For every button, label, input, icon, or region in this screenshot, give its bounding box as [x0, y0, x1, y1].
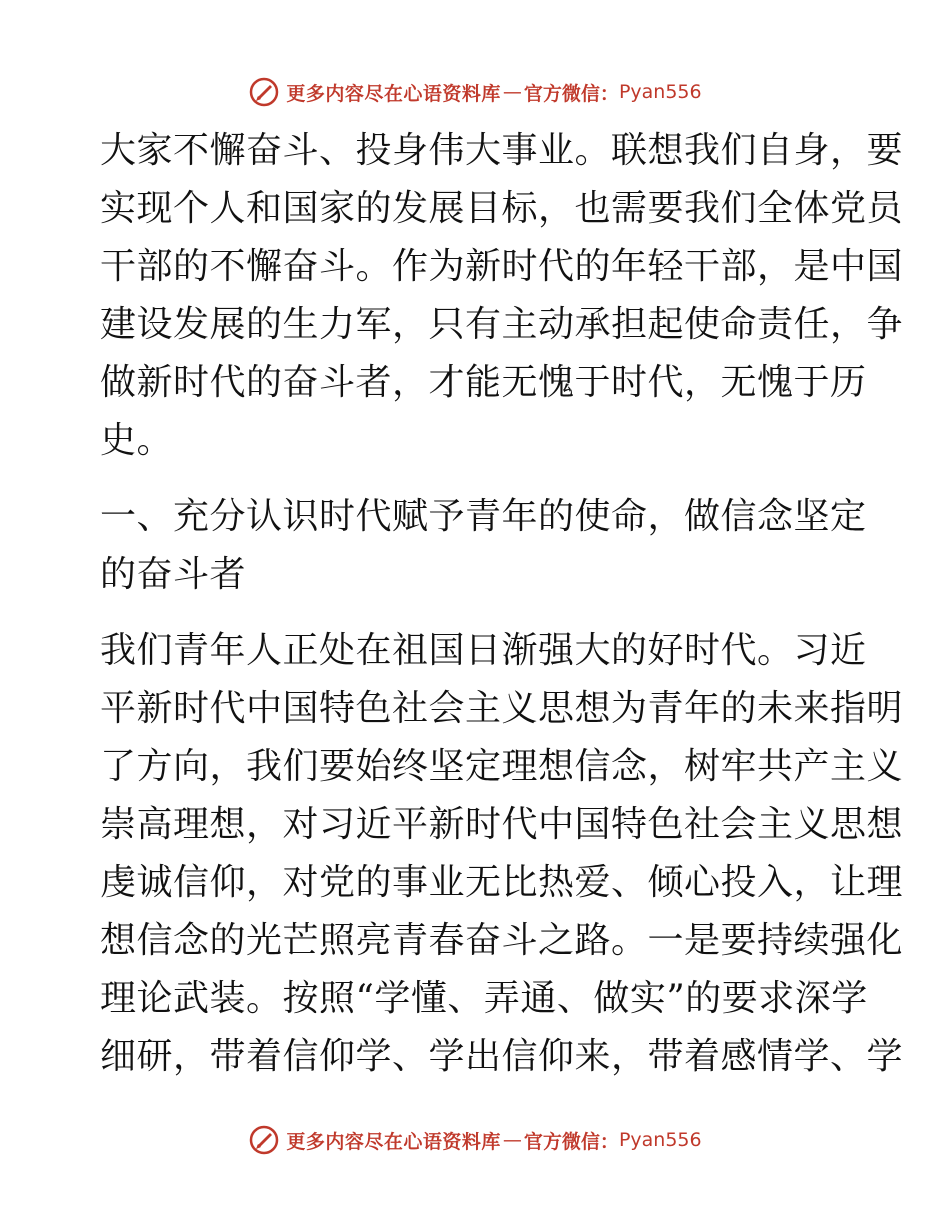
text-line: 实现个人和国家的发展目标，也需要我们全体党员 — [100, 188, 904, 229]
footer-watermark — [0, 1120, 950, 1160]
text-line: 想信念的光芒照亮青春奋斗之路。一是要持续强化 — [100, 920, 904, 961]
heading-line: 的奋斗者 — [100, 554, 247, 595]
text-line: 虔诚信仰，对党的事业无比热爱、倾心投入，让理 — [100, 862, 904, 903]
watermark-dash: — — [502, 1129, 522, 1151]
section-heading — [100, 488, 867, 604]
paragraph-intro — [100, 122, 904, 470]
watermark-site-text: 更多内容尽在心语资料库 — [286, 1130, 501, 1153]
paragraph-gap — [100, 470, 860, 488]
heading-line: 一、充分认识时代赋予青年的使命，做信念坚定 — [100, 496, 867, 537]
text-line: 干部的不懈奋斗。作为新时代的年轻干部，是中国 — [100, 246, 904, 287]
quill-seal-icon — [248, 1124, 280, 1156]
text-line: 理论武装。按照“学懂、弄通、做实”的要求深学 — [100, 978, 868, 1019]
text-line: 我们青年人正处在祖国日渐强大的好时代。习近 — [100, 630, 867, 671]
watermark-wechat-label: 官方微信： — [523, 1130, 619, 1153]
document-body — [100, 122, 904, 1086]
text-line: 史。 — [100, 420, 174, 461]
watermark-wechat-id: Pyan556 — [618, 1129, 702, 1151]
text-line: 做新时代的奋斗者，才能无愧于时代，无愧于历 — [100, 362, 867, 403]
watermark-site-text: 更多内容尽在心语资料库 — [286, 82, 501, 105]
paragraph-gap — [100, 604, 860, 622]
text-line: 崇高理想，对习近平新时代中国特色社会主义思想 — [100, 804, 904, 845]
text-line: 了方向，我们要始终坚定理想信念，树牢共产主义 — [100, 746, 904, 787]
text-line: 平新时代中国特色社会主义思想为青年的未来指明 — [100, 688, 904, 729]
paragraph-body — [100, 622, 904, 1086]
watermark-dash: — — [502, 81, 522, 103]
text-line: 大家不懈奋斗、投身伟大事业。联想我们自身，要 — [100, 130, 904, 171]
watermark-wechat-label: 官方微信： — [523, 82, 619, 105]
text-line: 建设发展的生力军，只有主动承担起使命责任，争 — [100, 304, 904, 345]
watermark-wechat-id: Pyan556 — [618, 81, 702, 103]
header-watermark — [0, 72, 950, 112]
text-line: 细研，带着信仰学、学出信仰来，带着感情学、学 — [100, 1036, 904, 1077]
quill-seal-icon — [248, 76, 280, 108]
